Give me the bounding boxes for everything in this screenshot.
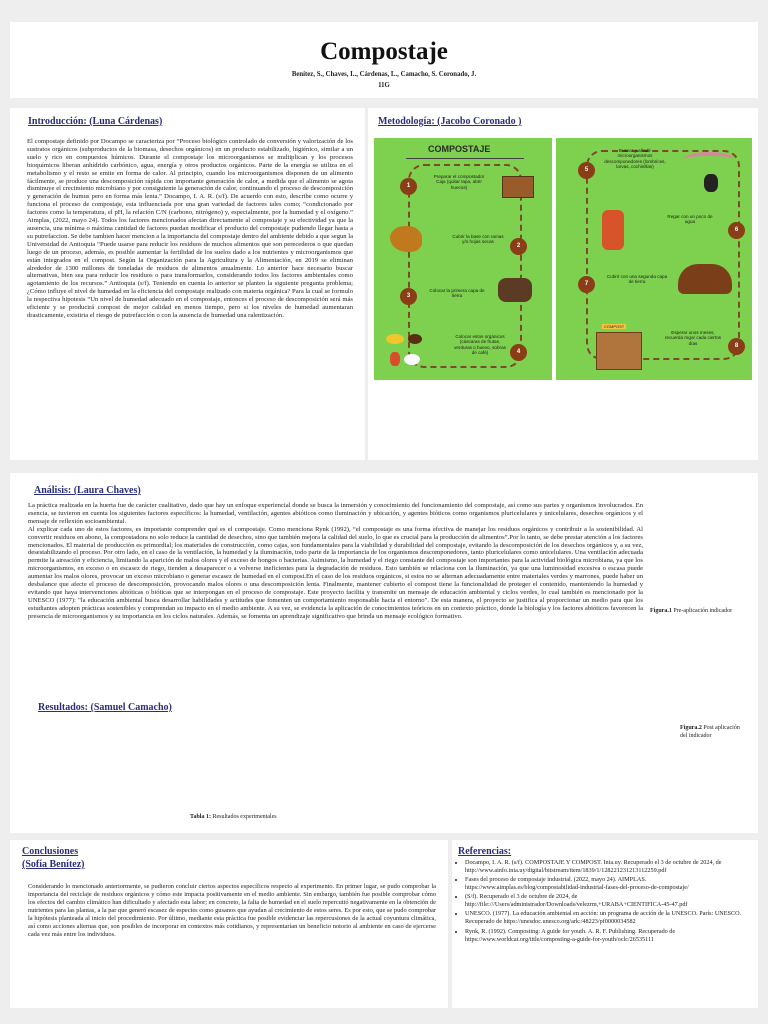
step-7-badge: 7 [578,276,595,293]
analysis-heading: Análisis: (Laura Chaves) [34,485,141,496]
intro-text: El compostaje definido por Docampo se caracteriza por “Proceso biológico controlado de conversión y valorización de los sustratos orgánicos (subproductos de la biomasa, desechos orgánicos) en un producto estabilizado, higiénico, similar a un suelo y rico en compuestos húmicos. Durante el compostaje los microorganismos se multiplican y los procesos bioquímicos liberan anhídrido carbónico, agua, energía y otros productos orgánicos. Parte de la energía se utiliza en el metabolismo y el resto se emite en forma de calor. Al principio, cuando los microorganismos disponen de un alimento fácilmente, se produce una descomposición rápida con importante generación de calor, a medida que el alimento se agota disminuye el crecimiento microbiano y por consiguiente la generación de calor, continuando el proceso de descomposición y generación de humus pero en forma más lenta.” Docampo, I. A. R. (s/f). De acuerdo con esto, describe como ocurre y funciona el proceso de compostaje, esta influenciada por una gran variedad de factores tales como; “condicionado por factores como la temperatura, el pH, la relación C/N (carbono, nitrógeno) y, especialmente, por la humedad y el oxígeno.” Aimplas, (2022, mayo 24). Todos los factores mencionados afectan directamente al compostaje y su efectividad ya que la ausencia, una mínima o máxima cantidad de factores puedan modificar el producto del compostaje pudiendo llegar hasta a su putrefaccion. Se debe tambien hacer mencion a la importancia del compostaje dentro del ambiente debido a que segun la Universidad de Antioquia “Puede usarse para reducir los residuos de muchos alimentos que son perecederos o que quedan luego de un proceso, además, es posible aumentar la fertilidad de los suelos dado a los nutrientes y microorganismos que están integrados en el compost. Según la Organización para la Agricultura y la Alimentación, en 2019 se eliminan alrededor de 1300 millones de toneladas de residuos de alimentos anualmente. Lo anterior hace necesario buscar alternativas, bien sea para reducir los residuos o para transformarlos, considerando todos los factores ambientales como agotamiento de los recursos.” Antioquia (s/f). Teniendo en cuenta lo anterior se planteo la siguiente pregunta problema; ¿Cómo influye el nivel de humedad en la eficiencia del compostaje realizado con materia orgánica? Para la cual se formulo la respectiva hipotesis “Un nivel de humedad adecuado en el compostaje, entonces el proceso de descomposición será más eficiente y se producirá compost de mejor calidad en menos tiempo, pero si los niveles de humedad aumentaran drasticamente, existiria el riesgo de putrefacción o con la ausencia de humedad una ralentización. [27,138,353,319]
step-2-badge: 2 [510,238,527,255]
figure-2-caption [680,724,746,740]
conclusions-panel [10,840,448,1008]
step-5-badge: 5 [578,162,595,179]
results-heading: Resultados: (Samuel Camacho) [38,702,172,713]
step-2-text: Cubrir la base con ramas y/o hojas secas [452,234,504,245]
compost-crate-icon [596,332,642,370]
step-6-badge: 6 [728,222,745,239]
references-panel [452,840,758,1008]
references-list [456,859,759,945]
reference-item: • UNESCO. (1977). La educación ambiental en acción: un programa de acción de la UNESCO. París: UNESCO. Recuperado de https://unesdoc.unesco.org/ark:/48223/pf0000034582 [465,910,759,926]
step-6-text: Regar con un poco de agua [667,214,713,225]
methodology-heading: Metodología: (Jacobo Coronado ) [378,116,522,127]
table-1-caption [190,813,277,821]
step-8-badge: 8 [728,338,745,355]
methodology-panel [368,108,758,460]
reference-item: • Docampo, I. A. R. (s/f). COMPOSTAJE Y COMPOST. Inia.uy. Recuperado el 3 de octubre de 2024, de http://www.ainfo.inia.uy/digital/bitstream/item/1839/1/128221231213112259.pdf [465,859,759,875]
infographic-title: COMPOSTAJE [428,144,491,154]
compost-box-icon [502,176,534,198]
conclusions-text: Considerando lo mencionado anteriormente, se pudieron concluir ciertos aspectos específicos respecto al experimento. En primer lugar, se pudo comprobar la importancia del reciclaje de residuos orgánicos y cómo este impacta positivamente en el medio ambiente. Sin embargo, también fue posible comprobar cómo los efectos del cambio climático han dificultado y afectado esta labor; en concreto, la falta de humedad en el suelo repercutió negativamente en la obtención de nutrientes para las plantas, a la par que generó escasez de especies como gusanos que ayudan al crecimiento de estos seres. Es por esto, que se pudo comprobar la hipótesis planteada al inicio del procedimiento. Por último, mediante esta práctica fue posible evidenciar las repercusiones de la actual coyuntura climática, así como acciones alternas que, son posibles de incorporar en contextos más cotidianos, y representarían un beneficio notorio al ambiente en caso de ejercerse cada vez más entre los individuos. [28,883,436,938]
compost-crate-label: COMPOST [604,324,625,329]
step-7-text: Cubrir con una segunda capa de tierra [606,274,668,285]
analysis-text: La práctica realizada en la huerta fue de carácter cualitativo, dado que hay un enfoque experiencial donde se busca la inmersión y conocimiento del funcionamiento del compostaje, así como sus partes y organismos involucrados. En esencia, se tuvieron en cuenta los siguientes factores específicos: la humedad, ventilación, agentes abióticos como iluminación y ubicación, y agentes bióticos como organismos pluricelulares y unicelulares, desechos orgánicos y el mensaje de reflexión socioambiental. Al explicar cada uno de estos factores, es importante comprender qué es el compostaje. Como menciona Rynk (1992), “el compostaje es una forma efectiva de manejar los residuos orgánicos y contribuir a la sostenibilidad. Al convertir residuos en abono, la compostadora no solo reduce la cantidad de desechos, sino que también mejora la calidad del suelo, lo que es crucial para la producción de alimentos”.Por lo tanto, se debe prestar atención a los factores mencionados. El material de producción es primordial; los materiales de construcción, como cajas, son fundamentales para la viabilidad y durabilidad del compostaje, evitando la descomposición de los desechos orgánicos y, a su vez, desestabilizando el proceso. Por otro lado, en el caso de la ventilación, la humedad y la iluminación, todo parte de la importancia de los organismos descomponedores, tanto pluricelulares como unicelulares. Una ventilación adecuada permite la aireación y eficiencia, limitando la aparición de malos olores y el exceso de hongos o bacterias. Asimismo, la humedad y el riego constante del compostaje son importantes para la actividad biológica microbiana, ya que los microorganismos, en exceso o en escasez de riego, tienden a desaparecer o a volverse ineficientes para la degradación de residuos. Esto también se relaciona con la iluminación, ya que una luminosidad excesiva o escasa puede aumentar los malos olores, provocar un exceso microbiano o generar escasez de humedad en el compost.En el caso de los residuos orgánicos, si estos no se alternan adecuadamente entre materiales verdes y marrones, puede haber un desbalance que afecte el proceso de descomposición, provocando malos olores o una descomposición lenta. Finalmente, mantener cubierto el compost tiene la funcionalidad de proteger el contenido, manteniendo la humedad y evitando que haya intervenciones abióticas o bióticas que se interpongan en el proceso de compostaje. Este proyecto facilita y transmite un mensaje de educación ambiental y ciclos verdes, lo cual también es mencionado por la UNESCO (1977): "la educación ambiental busca desarrollar habilidades y actitudes que fomenten un comportamiento responsable hacia el entorno". De esta manera, el proyecto se justifica al proporcionar un medio para que los estudiantes adopten prácticas sostenibles y comprendan su impacto en el medio ambiente. A su vez, se evidencia la aplicación de conocimientos teóricos en un contexto práctico, donde la biología y los factores abióticos favorecen la presencia de microorganismos y su importancia en los ciclos naturales. Además, se fomenta un aprendizaje significativo que brinda un mensaje ecológico formativo. [28,502,643,620]
authors-line: Benítez, S., Chaves, I.., Cárdenas, L., Camacho, S. Coronado, J. [291,71,477,78]
step-8-text: Esperar unos meses, recuerda regar cada ciertos días [664,330,722,346]
reference-item: • Fases del proceso de compostaje industrial. (2022, mayo 24). AIMPLAS. https://www.aimplas.es/blog/compostabilidad-industrial-fases-del-proceso-de-compostaje/ [465,876,759,892]
larvae-icon [704,174,718,192]
conclusions-author: (Sofía Benítez) [22,859,85,870]
reference-item: • Rynk, R. (1992). Composting: A guide for youth. A. R. F. Publishing. Recuperado de https://www.worldcat.org/title/composting-a-guide-for-youth/oclc/26535111 [465,928,759,944]
grade-line: 11G [378,82,390,89]
figure-2-text: Post aplicación del indicador [680,725,740,740]
step-1-badge: 1 [400,178,417,195]
analysis-results-panel [10,473,758,833]
step-3-text: Colocar la primera capa de tierra [429,288,485,299]
figure-1-caption [650,607,742,615]
leaves-icon [390,226,422,252]
step-3-badge: 3 [400,288,417,305]
figure-1-text: Pre-aplicación indicador [673,608,733,614]
soil-icon [498,278,532,302]
infographic-divider [552,138,556,380]
figure-2-label: Figura.2 [680,725,702,731]
conclusions-heading: Conclusiones [22,846,79,857]
coffee-icon [408,334,422,344]
intro-panel [10,108,365,460]
step-5-text: Buscar y añadir microorganismos descomponedores (lombrices, larvas, cochinillas) [604,148,666,169]
step-4-badge: 4 [510,344,527,361]
table-1-text: Resultados experimentales [212,814,277,820]
step-4-text: Colocar estos orgánicos (cáscaras de frutas, verduras o huevo, sobras de café) [454,334,506,355]
reference-item: • (S/f). Recuperado el 3 de octubre de 2024, de http://file:///Users/administrador/Downloads/velezrm,+URABA+CIENTIFICA-45-47.pdf [465,893,759,909]
table-1-label: Tabla 1: [190,814,211,820]
banana-peel-icon [386,334,404,344]
step-1-text: Preparar el compostador Caja (quitar tapa, abrir huecos) [433,174,485,190]
title-underline [406,158,524,159]
compost-infographic [374,138,752,380]
references-heading: Referencias: [458,846,512,857]
figure-1-label: Figura.1 [650,608,672,614]
poster-title: Compostaje [320,38,448,65]
apple-core-icon [390,352,400,366]
compost-pile-icon [678,264,732,294]
worm-icon [684,152,734,166]
intro-heading: Introducción: (Luna Cárdenas) [28,116,163,127]
eggshell-icon [404,354,420,365]
person-watering-icon [602,210,624,250]
